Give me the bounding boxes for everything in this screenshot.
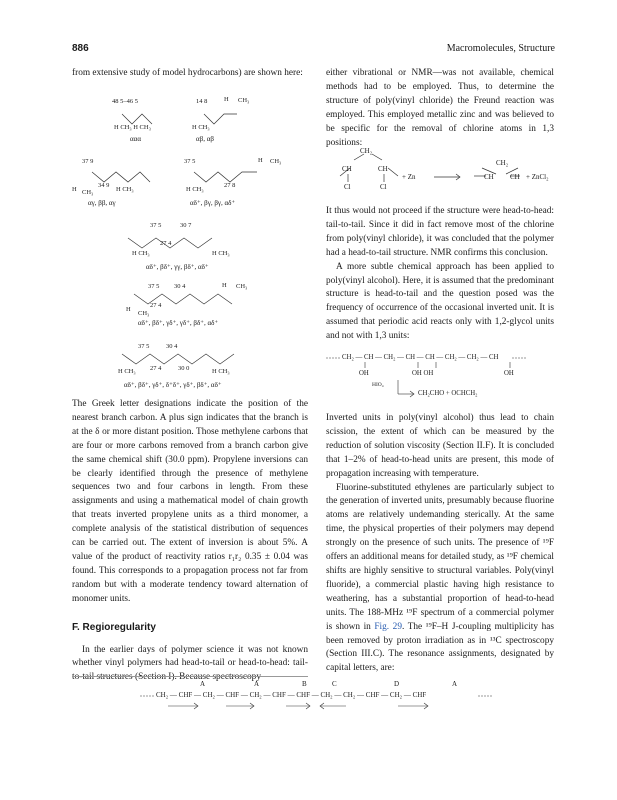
pvf-chain-structure: A A B C D A CH₂ — CHF — CH₂ — CHF — CH₂ — CHF — CHF — CH₂ — CH₂ — CHF — CH₂ — CHF <box>140 681 500 711</box>
right-paragraph-chemical-methods: either vibrational or NMR—was not available, chemical methods had to be employed. Thus, to determine the structure of poly(vinyl chloride) the Freund reaction was employed. This employed metallic zinc and was believed to be specific for the removal of chlorine atoms in 1,3 positions: <box>326 68 554 148</box>
pva-periodic-acid-reaction: CH₂ — CH — CH₂ — CH — CH — CH₂ — CH₂ — CH OH OH OH OH HIO₄ CH₂CHO + OCHCH₂ <box>326 352 556 400</box>
running-header: Macromolecules, Structure <box>446 43 555 54</box>
left-column <box>72 67 308 81</box>
left-column-body <box>72 398 308 685</box>
pvf-letter: A <box>200 680 206 688</box>
column-divider-rule <box>72 676 308 677</box>
pvf-letter: A <box>452 680 458 688</box>
left-paragraph-intro: from extensive study of model hydrocarbons) are shown here: <box>72 68 303 78</box>
left-paragraph-greek: The Greek letter designations indicate the position of the nearest branch carbon. A plus sign indicates that the branch is at the δ or more distant position. Those methylene carbons that are four or more carbons removed from a branch carbon give the same chemical shift (30.0 ppm). Propylene inversions can be clearly identified through the presence of methylene sequences two and four carbons in length. From these assignments and using a mathematical model of chain growth that treats inverted propylene units as a third monomer, a complete analysis of the statistical distribution of sequences can be carried out. The extent of inversion is about 5%. A value of the product of reactivity ratios r₁r₂ 0.35 ± 0.04 was found. This corresponds to a propagation process not far from random but with a moderate tendency toward alternation of monomer units. <box>72 399 308 604</box>
branch-structures: 48 5–46 5 14 8 H CH₃ H CH₃ H CH₃ H CH₃ ααα αβ, αβ 37 9 34 9 H CH₃ H CH₃ αγ, ββ, αγ 37 5 27 8 H CH₃ H CH₃ αδ⁺, βγ, βγ, αδ⁺ 37 5 30 7 27 4 H CH₃ H CH₃ αδ⁺, βδ⁺, γγ, βδ⁺, αδ⁺ 37 5 30 4 27 4 H CH₃ H CH₃ αδ⁺, βδ⁺, γδ⁺, γδ⁺, βδ⁺, αδ⁺ 37 5 30 4 27 4 30 0 H CH₃ H CH₃ αδ⁺, βδ⁺, γδ⁺, δ⁺δ⁺, γδ⁺, βδ⁺, αδ⁺ <box>72 90 308 392</box>
right-paragraph-head-to-head: It thus would not proceed if the structure were head-to-head: tail-to-tail. Since it did in fact remove most of the chlorine from poly(vinyl chloride), it was concluded that the polymer had a head-to-tail structure. NMR confirms this conclusion. <box>326 206 554 258</box>
pvf-letter: A <box>254 680 260 688</box>
right-paragraph-fluorine: Fluorine-substituted ethylenes are particularly subject to the generation of inverted units, presumably because fluorine atoms are relatively undemanding sterically. At the same time, the physical properties of their polymers may depend strongly on the presence of such units. The presence of ¹⁹F offers an additional means for detailed study, as ¹⁹F chemical shifts are highly sensitive to structural variables. Poly(vinyl fluoride), a commercial plastic having high resistance to weathering, has a substantial proportion of head-to-head units. The 188-MHz ¹⁹F spectrum of a commercial polymer is shown in Fig. 29. The ¹⁹F–H J-coupling multiplicity has been removed by proton irradiation as in ¹³C spectroscopy (Section III.C). The resonance assignments, designated by capital letters, are: <box>326 482 554 674</box>
pvf-letter: C <box>332 680 337 688</box>
pvf-letter: D <box>394 680 400 688</box>
right-column-middle <box>326 205 554 344</box>
left-paragraph-regioregularity: In the earlier days of polymer science it was not known whether vinyl polymers had head-to-tail or head-to-head: tail-to-tail structures (Section I). Because spectroscopy— <box>72 644 308 683</box>
figure-29-link[interactable]: Fig. 29 <box>374 621 402 632</box>
right-column-top <box>326 67 554 150</box>
page-number: 886 <box>72 43 89 54</box>
structure-bonds <box>72 90 308 392</box>
right-paragraph-pva: A more subtle chemical approach has been applied to poly(vinyl alcohol). Here, it is assumed that the predominant structure is head-to-tail and the question posed was the frequency of occurrence of the occasional inverted unit. It is assumed that periodic acid reacts only with 1,2-glycol units and not with 1,3 units: <box>326 261 554 342</box>
section-heading-regioregularity: F. Regioregularity <box>72 621 156 633</box>
right-column-bottom <box>326 412 554 676</box>
pvf-letter: B <box>302 680 307 688</box>
pvc-zinc-reaction: CH₂ CH CH Cl Cl + Zn CH₂ CH CH + ZnCl₂ <box>330 148 570 194</box>
right-paragraph-inverted-units: Inverted units in poly(vinyl alcohol) thus lead to chain scission, the extent of which can be measured by the reduction of solution viscosity (Section II.F). It is concluded that 1–2% of head-to-head units are present, this mode of propagation increasing with temperature. <box>326 413 554 479</box>
